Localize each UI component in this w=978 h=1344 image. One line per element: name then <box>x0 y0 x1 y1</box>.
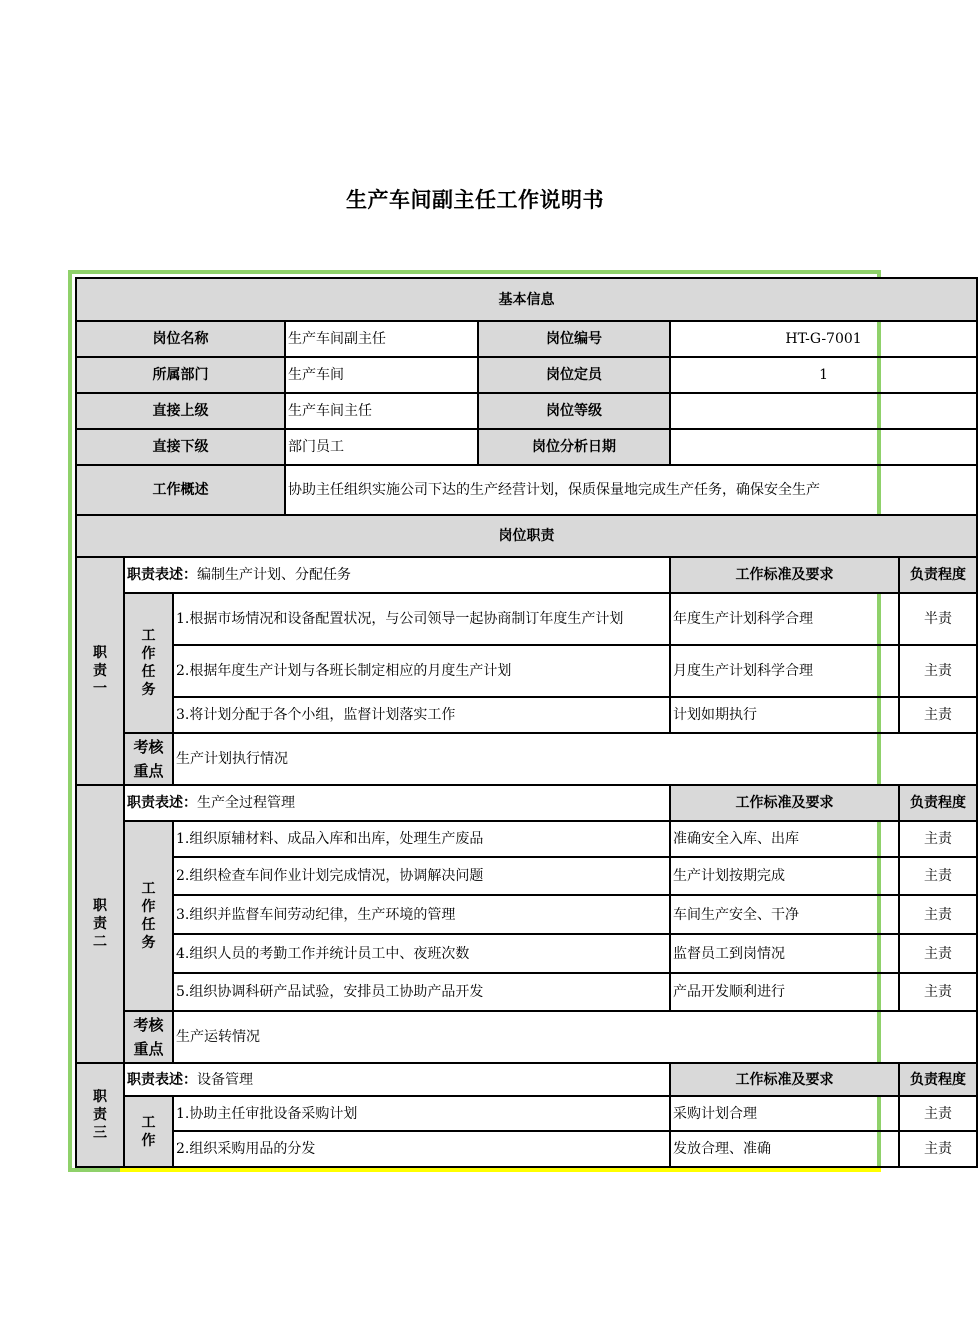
task-degree: 主责 <box>899 697 977 733</box>
duty-1-label: 职 责 一 <box>76 557 124 785</box>
task-text: 2.根据年度生产计划与各班长制定相应的月度生产计划 <box>173 645 670 697</box>
task-text: 1.根据市场情况和设备配置状况，与公司领导一起协商制订年度生产计划 <box>173 593 670 645</box>
task-standard: 产品开发顺利进行 <box>670 973 899 1011</box>
task-standard: 年度生产计划科学合理 <box>670 593 899 645</box>
task-standard: 月度生产计划科学合理 <box>670 645 899 697</box>
task-standard: 监督员工到岗情况 <box>670 934 899 973</box>
standard-header: 工作标准及要求 <box>670 557 899 593</box>
grade-value <box>670 393 977 429</box>
standard-header: 工作标准及要求 <box>670 1063 899 1096</box>
task-standard: 生产计划按期完成 <box>670 857 899 895</box>
duty-3-description: 职责表述：设备管理 <box>124 1063 670 1096</box>
task-degree: 主责 <box>899 645 977 697</box>
task-degree: 主责 <box>899 934 977 973</box>
task-degree: 主责 <box>899 857 977 895</box>
task-text: 2.组织采购用品的分发 <box>173 1131 670 1167</box>
task-text: 1.组织原辅材料、成品入库和出库，处理生产废品 <box>173 821 670 857</box>
task-degree: 主责 <box>899 821 977 857</box>
task-standard: 车间生产安全、干净 <box>670 895 899 934</box>
task-text: 3.将计划分配于各个小组，监督计划落实工作 <box>173 697 670 733</box>
task-degree: 主责 <box>899 1131 977 1167</box>
subordinate-label: 直接下级 <box>76 429 285 465</box>
department-label: 所属部门 <box>76 357 285 393</box>
job-description-table <box>75 277 978 1168</box>
headcount-value: 1 <box>670 357 977 393</box>
position-name-label: 岗位名称 <box>76 321 285 357</box>
task-standard: 计划如期执行 <box>670 697 899 733</box>
basic-info-heading: 基本信息 <box>76 278 977 321</box>
duty-1-description: 职责表述：编制生产计划、分配任务 <box>124 557 670 593</box>
degree-header: 负责程度 <box>899 785 977 821</box>
task-text: 1.协助主任审批设备采购计划 <box>173 1096 670 1131</box>
task-text: 2.组织检查车间作业计划完成情况，协调解决问题 <box>173 857 670 895</box>
duty-1-task-label: 工 作 任 务 <box>124 593 173 733</box>
task-standard: 采购计划合理 <box>670 1096 899 1131</box>
superior-label: 直接上级 <box>76 393 285 429</box>
duty-3-task-label: 工 作 <box>124 1096 173 1167</box>
task-standard: 发放合理、准确 <box>670 1131 899 1167</box>
analysis-date-label: 岗位分析日期 <box>478 429 670 465</box>
task-degree: 主责 <box>899 973 977 1011</box>
yellow-bottom-border <box>120 1168 881 1172</box>
task-text: 3.组织并监督车间劳动纪律，生产环境的管理 <box>173 895 670 934</box>
analysis-date-value <box>670 429 977 465</box>
duty-2-review-label: 考核 重点 <box>124 1011 173 1063</box>
duty-2-task-label: 工 作 任 务 <box>124 821 173 1011</box>
document-title: 生产车间副主任工作说明书 <box>346 188 604 212</box>
position-code-value: HT-G-7001 <box>670 321 977 357</box>
subordinate-value: 部门员工 <box>285 429 478 465</box>
superior-value: 生产车间主任 <box>285 393 478 429</box>
task-text: 5.组织协调科研产品试验，安排员工协助产品开发 <box>173 973 670 1011</box>
degree-header: 负责程度 <box>899 1063 977 1096</box>
task-degree: 半责 <box>899 593 977 645</box>
position-code-label: 岗位编号 <box>478 321 670 357</box>
summary-label: 工作概述 <box>76 465 285 515</box>
task-standard: 准确安全入库、出库 <box>670 821 899 857</box>
grade-label: 岗位等级 <box>478 393 670 429</box>
standard-header: 工作标准及要求 <box>670 785 899 821</box>
summary-value: 协助主任组织实施公司下达的生产经营计划，保质保量地完成生产任务，确保安全生产 <box>285 465 977 515</box>
job-description-sheet <box>68 270 967 1172</box>
task-text: 4.组织人员的考勤工作并统计员工中、夜班次数 <box>173 934 670 973</box>
duty-2-label: 职 责 二 <box>76 785 124 1063</box>
position-name-value: 生产车间副主任 <box>285 321 478 357</box>
duty-2-description: 职责表述：生产全过程管理 <box>124 785 670 821</box>
task-degree: 主责 <box>899 895 977 934</box>
duty-1-review: 生产计划执行情况 <box>173 733 977 785</box>
headcount-label: 岗位定员 <box>478 357 670 393</box>
degree-header: 负责程度 <box>899 557 977 593</box>
task-degree: 主责 <box>899 1096 977 1131</box>
department-value: 生产车间 <box>285 357 478 393</box>
duty-2-review: 生产运转情况 <box>173 1011 977 1063</box>
duties-heading: 岗位职责 <box>76 515 977 557</box>
duty-1-review-label: 考核 重点 <box>124 733 173 785</box>
duty-3-label: 职 责 三 <box>76 1063 124 1167</box>
